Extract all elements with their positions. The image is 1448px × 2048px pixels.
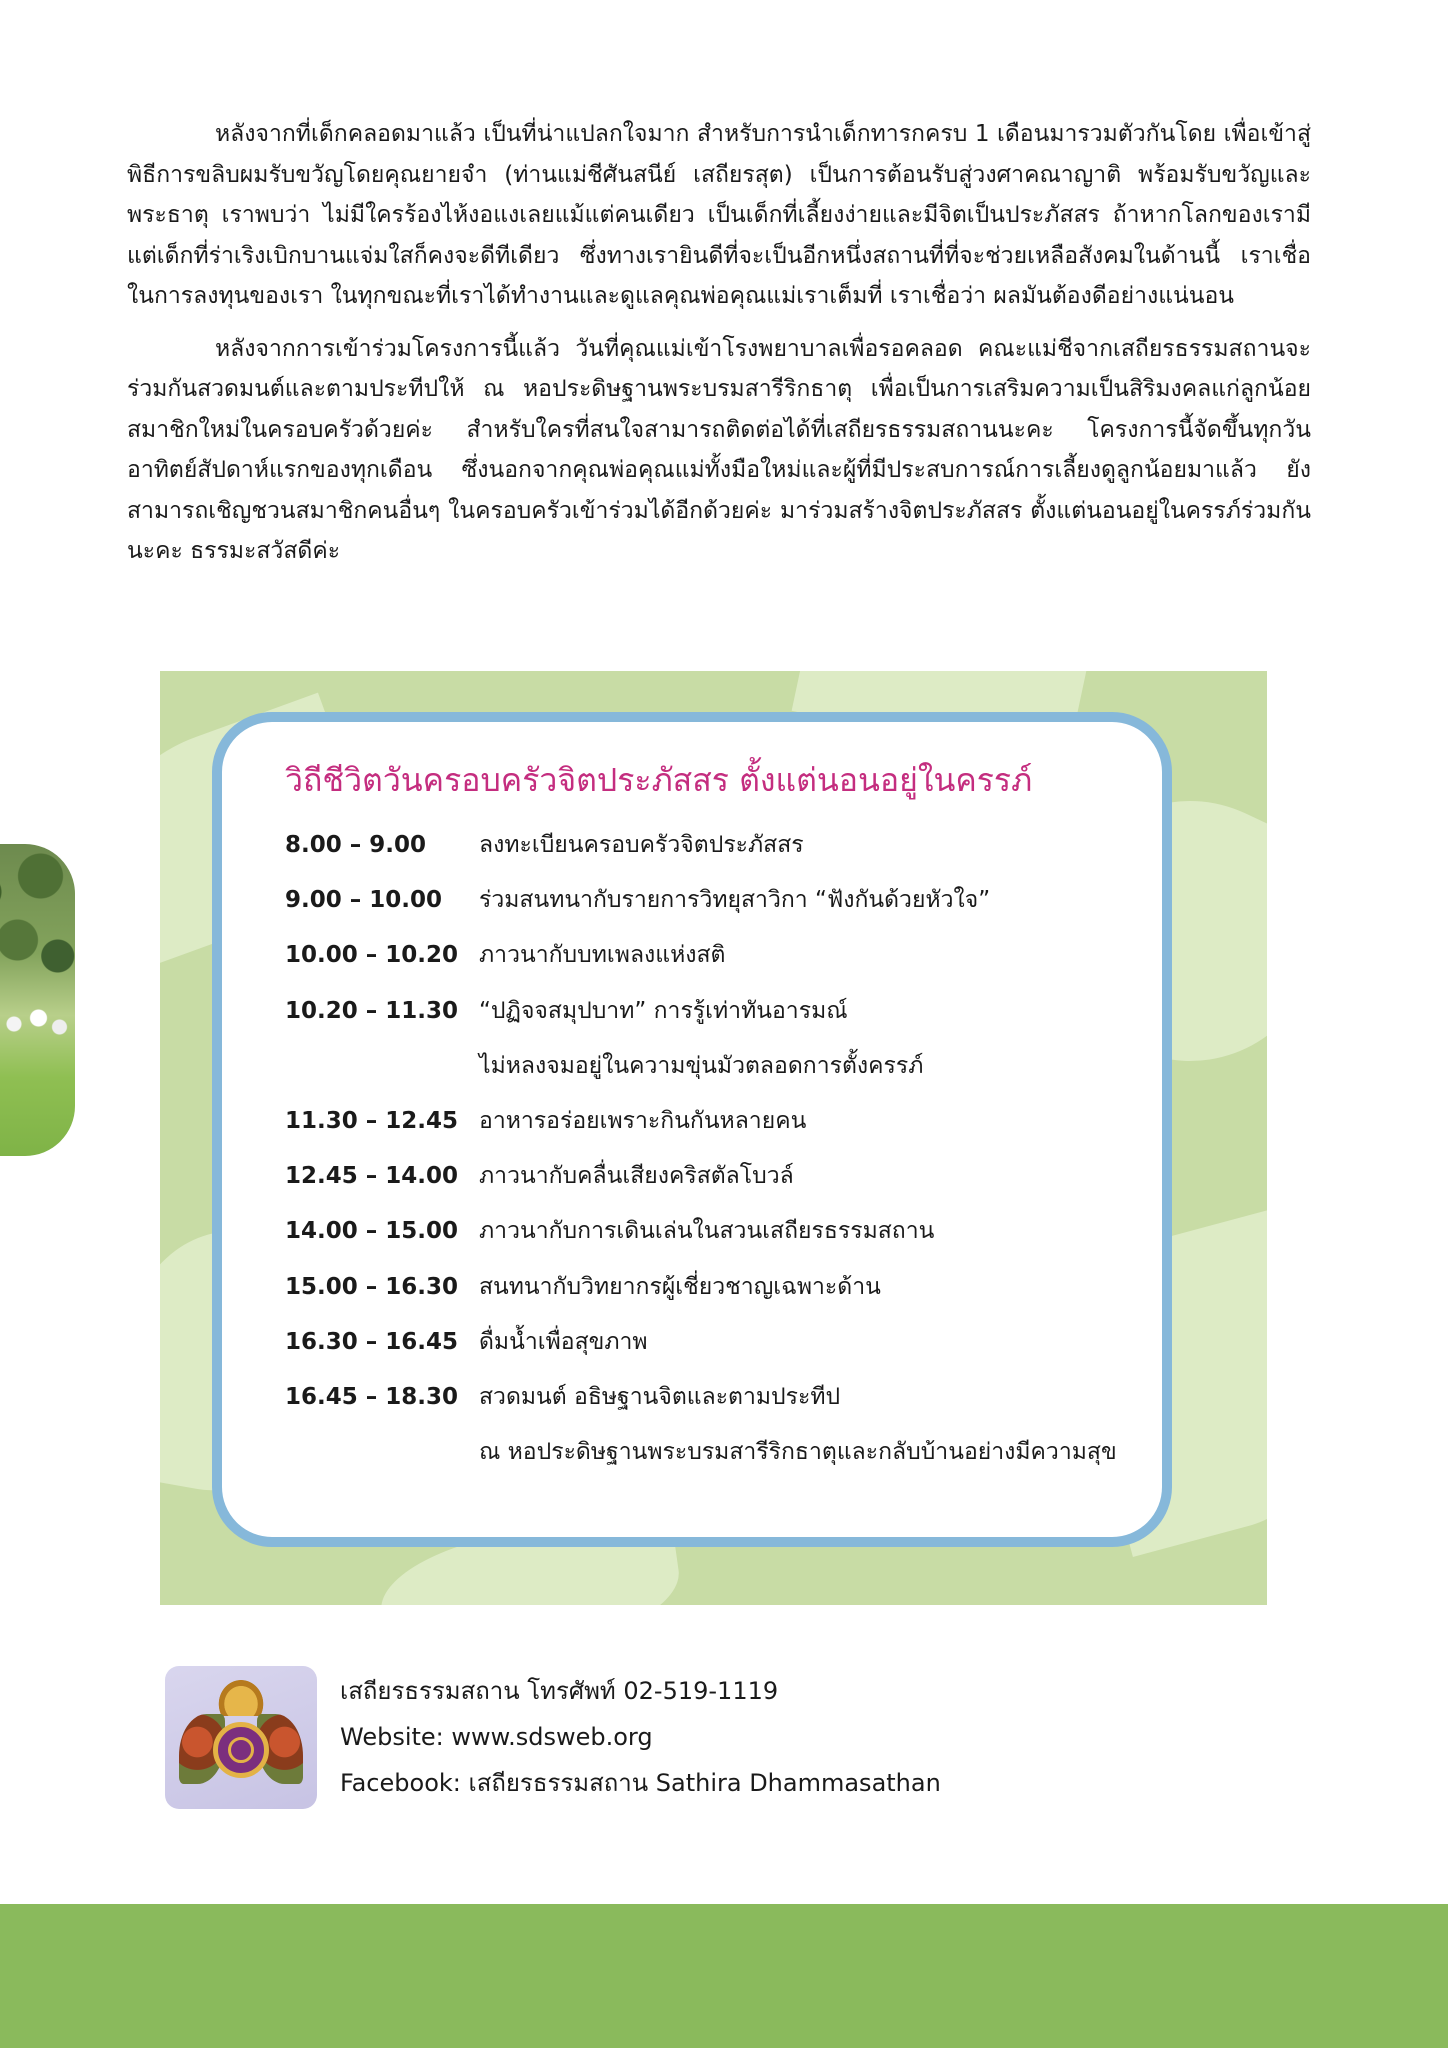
- schedule-list: [285, 827, 1165, 1489]
- logo-crown-icon: [215, 1676, 267, 1716]
- schedule-time: 15.00 – 16.30: [285, 1273, 459, 1300]
- schedule-activity: ภาวนากับบทเพลงแห่งสติ: [479, 942, 726, 969]
- schedule-activity: ณ หอประดิษฐานพระบรมสารีริกธาตุและกลับบ้านอย่างมีความสุข: [479, 1439, 1117, 1466]
- schedule-row: [285, 993, 1165, 1048]
- schedule-activity: ภาวนากับคลื่นเสียงคริสตัลโบวล์: [479, 1163, 794, 1190]
- logo-medallion-ring: [228, 1737, 254, 1763]
- schedule-activity: สวดมนต์ อธิษฐานจิตและตามประทีป: [479, 1383, 841, 1410]
- contact-website: Website: www.sdsweb.org: [340, 1723, 653, 1751]
- schedule-row: [285, 1048, 1165, 1103]
- schedule-panel: [160, 671, 1267, 1605]
- footer-band: [0, 1904, 1448, 2048]
- schedule-time: 10.00 – 10.20: [285, 942, 459, 969]
- paragraph-1: หลังจากที่เด็กคลอดมาแล้ว เป็นที่น่าแปลกใจมาก สำหรับการนำเด็กทารกครบ 1 เดือนมารวมตัวกันโดย เพื่อเข้าสู่พิธีการขลิบผมรับขวัญโดยคุณยายจำ (ท่านแม่ชีศันสนีย์ เสถียรสุต) เป็นการต้อนรับสู่วงศาคณาญาติ พร้อมรับขวัญและพระธาตุ เราพบว่า ไม่มีใครร้องไห้งอแงเลยแม้แต่คนเดียว เป็นเด็กที่เลี้ยงง่ายและมีจิตเป็นประภัสสร ถ้าหากโลกของเรามีแต่เด็กที่ร่าเริงเบิกบานแจ่มใสก็คงจะดีทีเดียว ซึ่งทางเรายินดีที่จะเป็นอีกหนึ่งสถานที่ที่จะช่วยเหลือสังคมในด้านนี้ เราเชื่อในการลงทุนของเรา ในทุกขณะที่เราได้ทำงานและดูแลคุณพ่อคุณแม่เราเต็มที่ เราเชื่อว่า ผลมันต้องดีอย่างแน่นอน: [127, 121, 1311, 309]
- schedule-time: 16.45 – 18.30: [285, 1383, 459, 1410]
- schedule-time: 11.30 – 12.45: [285, 1107, 459, 1134]
- schedule-activity: สนทนากับวิทยากรผู้เชี่ยวชาญเฉพาะด้าน: [479, 1273, 881, 1300]
- schedule-row: [285, 1158, 1165, 1213]
- schedule-row: [285, 1269, 1165, 1324]
- schedule-time: 12.45 – 14.00: [285, 1163, 459, 1190]
- schedule-time: 10.20 – 11.30: [285, 997, 459, 1024]
- schedule-row: [285, 882, 1165, 937]
- schedule-card: [212, 712, 1172, 1547]
- contact-phone: เสถียรธรรมสถาน โทรศัพท์ 02-519-1119: [340, 1677, 779, 1705]
- schedule-row: [285, 1213, 1165, 1268]
- schedule-time: 14.00 – 15.00: [285, 1218, 459, 1245]
- schedule-activity: ไม่หลงจมอยู่ในความขุ่นมัวตลอดการตั้งครรภ์: [479, 1052, 924, 1079]
- paragraph-2: หลังจากการเข้าร่วมโครงการนี้แล้ว วันที่คุณแม่เข้าโรงพยาบาลเพื่อรอคลอด คณะแม่ชีจากเสถียรธรรมสถานจะร่วมกันสวดมนต์และตามประทีปให้ ณ หอประดิษฐานพระบรมสารีริกธาตุ เพื่อเป็นการเสริมความเป็นสิริมงคลแก่ลูกน้อยสมาชิกใหม่ในครอบครัวด้วยค่ะ สำหรับใครที่สนใจสามารถติดต่อได้ที่เสถียรธรรมสถานนะคะ โครงการนี้จัดขึ้นทุกวันอาทิตย์สัปดาห์แรกของทุกเดือน ซึ่งนอกจากคุณพ่อคุณแม่ทั้งมือใหม่และผู้ที่มีประสบการณ์การเลี้ยงดูลูกน้อยมาแล้ว ยังสามารถเชิญชวนสมาชิกคนอื่นๆ ในครอบครัวเข้าร่วมได้อีกด้วยค่ะ มาร่วมสร้างจิตประภัสสร ตั้งแต่นอนอยู่ในครรภ์ร่วมกันนะคะ ธรรมะสวัสดีค่ะ: [127, 335, 1311, 564]
- park-photo: [0, 844, 75, 1156]
- schedule-activity: ลงทะเบียนครอบครัวจิตประภัสสร: [479, 832, 804, 858]
- schedule-time: 9.00 – 10.00: [285, 887, 443, 914]
- article-body: [127, 114, 1311, 584]
- schedule-row: [285, 937, 1165, 992]
- photo-trees: [0, 844, 75, 1004]
- sathira-dhammasathan-logo: [165, 1666, 317, 1809]
- contact-facebook: Facebook: เสถียรธรรมสถาน Sathira Dhammasathan: [340, 1769, 941, 1797]
- schedule-row: [285, 1324, 1165, 1379]
- logo-medallion-icon: [213, 1722, 269, 1778]
- photo-people: [0, 994, 70, 1054]
- schedule-activity: อาหารอร่อยเพราะกินกันหลายคน: [479, 1107, 807, 1134]
- contact-info: [340, 1668, 941, 1806]
- schedule-activity: ร่วมสนทนากับรายการวิทยุสาวิกา “ฟังกันด้วยหัวใจ”: [479, 887, 991, 914]
- schedule-activity: ภาวนากับการเดินเล่นในสวนเสถียรธรรมสถาน: [479, 1218, 935, 1245]
- schedule-time: 16.30 – 16.45: [285, 1328, 459, 1355]
- schedule-activity: “ปฏิจจสมุปบาท” การรู้เท่าทันอารมณ์: [479, 997, 848, 1024]
- schedule-title: วิถีชีวิตวันครอบครัวจิตประภัสสร ตั้งแต่นอนอยู่ในครรภ์: [285, 761, 1033, 799]
- schedule-row: [285, 1379, 1165, 1434]
- schedule-row: [285, 1103, 1165, 1158]
- schedule-activity: ดื่มน้ำเพื่อสุขภาพ: [479, 1328, 648, 1355]
- schedule-row: [285, 1434, 1165, 1489]
- schedule-time: 8.00 – 9.00: [285, 832, 427, 858]
- schedule-row: [285, 827, 1165, 882]
